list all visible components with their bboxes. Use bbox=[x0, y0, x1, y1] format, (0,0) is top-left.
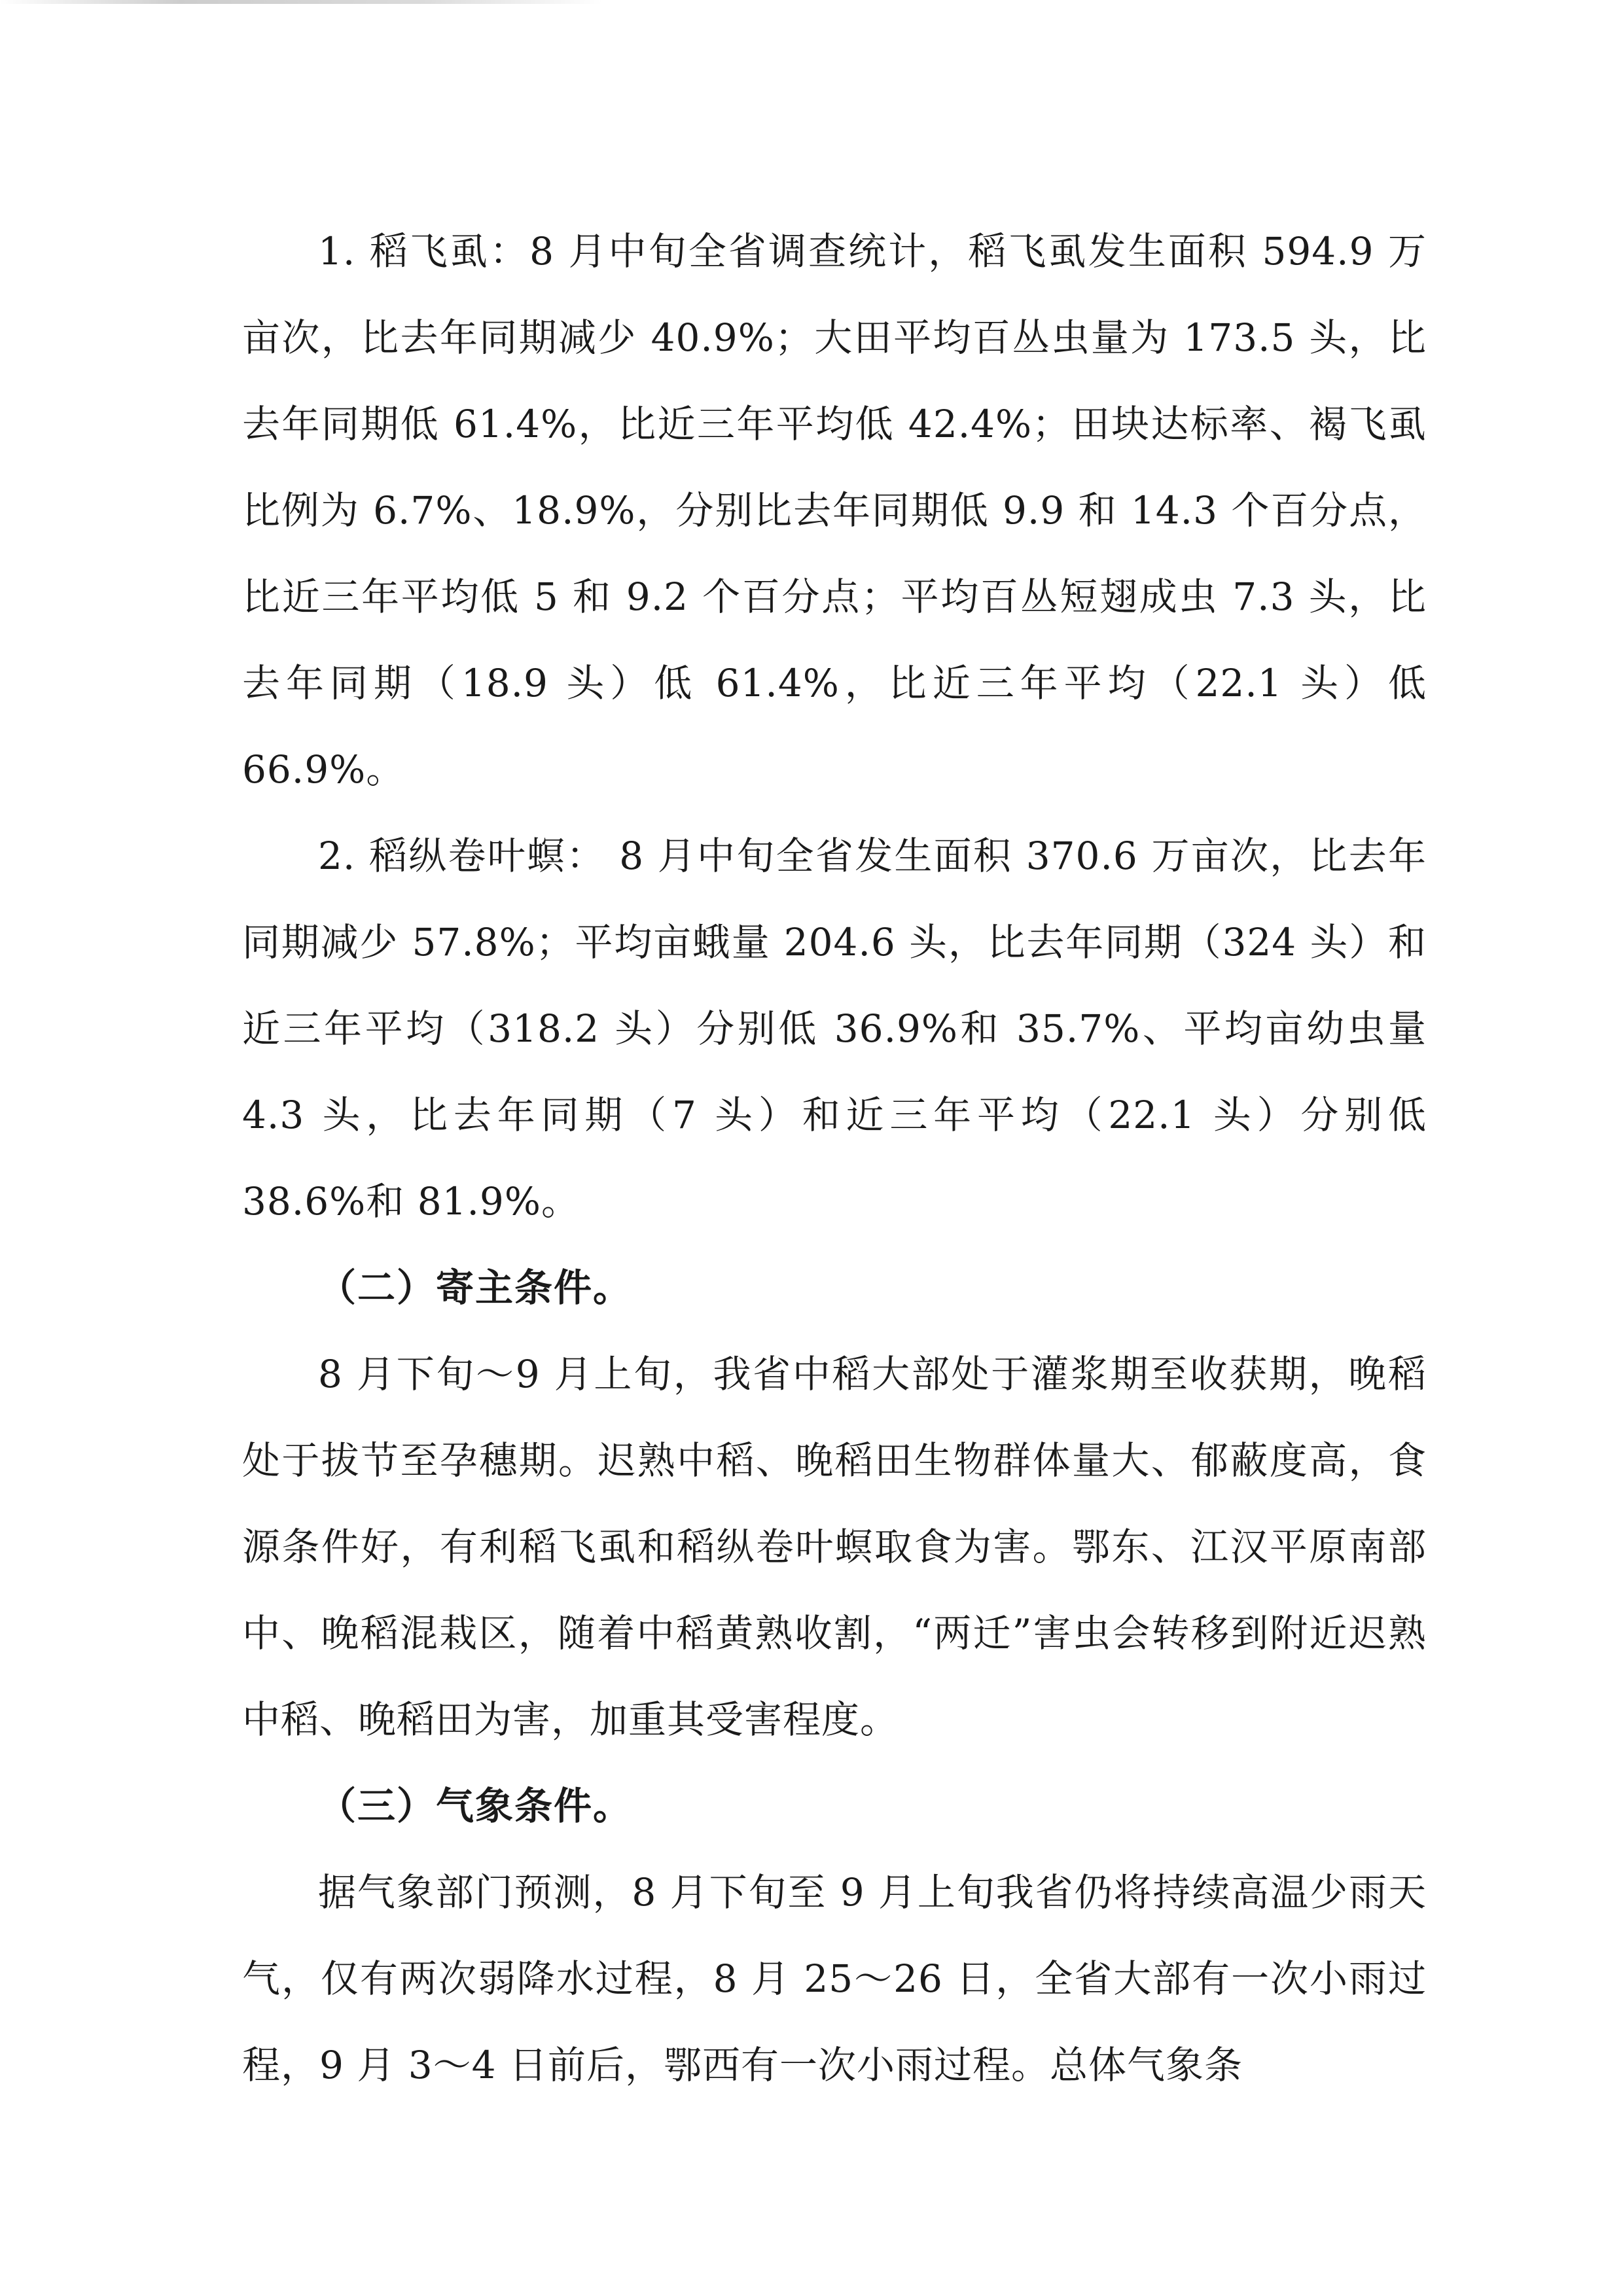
paragraph-rice-planthopper: 1. 稻飞虱：8 月中旬全省调查统计，稻飞虱发生面积 594.9 万亩次，比去年同期减少 40.9%；大田平均百丛虫量为 173.5 头，比去年同期低 61.4%，比近三年平均低 42.4%；田块达标率、褐飞虱比例为 6.7%、18.9%，分别比去年同期低 9.9 和 14.3 个百分点，比近三年平均低 5 和 9.2 个百分点；平均百丛短翅成虫 7.3 头，比去年同期（18.9 头）低 61.4%，比近三年平均（22.1 头）低 66.9%。 bbox=[242, 229, 1427, 792]
scan-edge-shadow bbox=[0, 0, 602, 4]
paragraph-weather-conditions: 据气象部门预测，8 月下旬至 9 月上旬我省仍将持续高温少雨天气，仅有两次弱降水过程，8 月 25～26 日，全省大部有一次小雨过程，9 月 3～4 日前后，鄂西有一次小雨过程。总体气象条 bbox=[242, 1870, 1427, 2087]
paragraph-host-conditions: 8 月下旬～9 月上旬，我省中稻大部处于灌浆期至收获期，晚稻处于拔节至孕穗期。迟熟中稻、晚稻田生物群体量大、郁蔽度高，食源条件好，有利稻飞虱和稻纵卷叶螟取食为害。鄂东、江汉平原南部中、晚稻混栽区，随着中稻黄熟收割，“两迁”害虫会转移到附近迟熟中稻、晚稻田为害，加重其受害程度。 bbox=[242, 1352, 1427, 1742]
section-heading-weather-conditions: （三）气象条件。 bbox=[318, 1784, 633, 1828]
section-heading-host-conditions: （二）寄主条件。 bbox=[318, 1265, 633, 1310]
document-page bbox=[242, 208, 1427, 2108]
paragraph-rice-leaf-roller: 2. 稻纵卷叶螟： 8 月中旬全省发生面积 370.6 万亩次，比去年同期减少 57.8%；平均亩蛾量 204.6 头，比去年同期（324 头）和近三年平均（318.2 头）分别低 36.9%和 35.7%、平均亩幼虫量 4.3 头，比去年同期（7 头）和近三年平均（22.1 头）分别低 38.6%和 81.9%。 bbox=[242, 834, 1427, 1224]
